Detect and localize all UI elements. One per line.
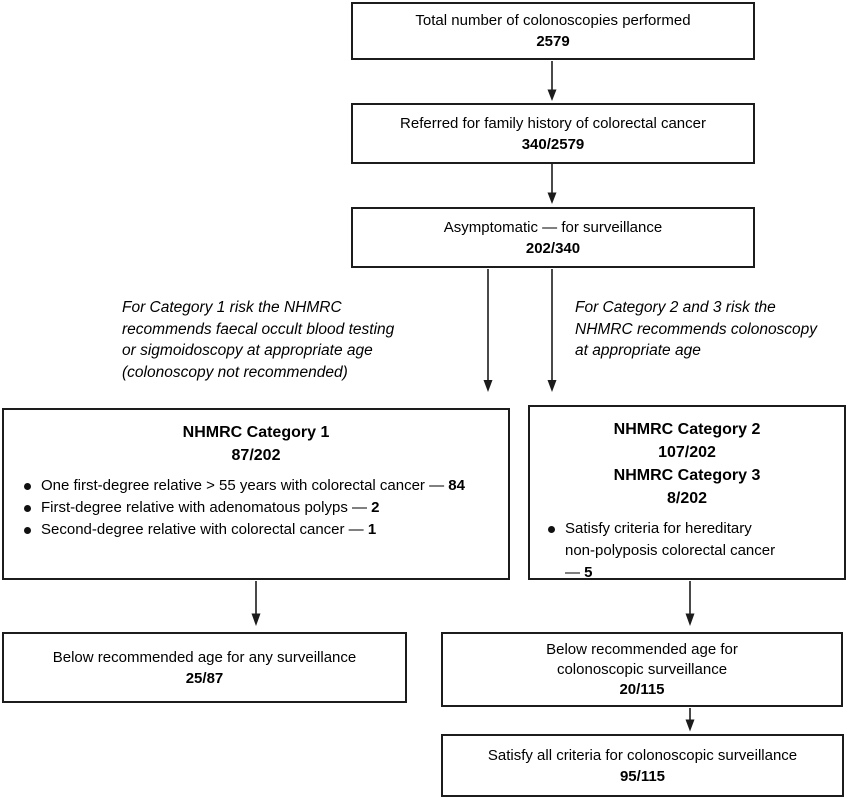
bullet-text: One first-degree relative > 55 years with colorectal cancer — [41,477,449,494]
category2-value: 107/202 [658,444,716,461]
arrow-asymptomatic-to-category1 [484,269,493,392]
box-below-age-any-surveillance [2,632,407,703]
category3-title: NHMRC Category 3 [613,467,761,484]
box-referred-label: Referred for family history of colorectal cancer [400,114,706,132]
category3-value: 8/202 [666,490,708,507]
bullet-item [12,497,500,519]
note-category23-recommendation [575,297,817,362]
box-asymptomatic-label: Asymptomatic — for surveillance [443,218,663,236]
note-line: (colonoscopy not recommended) [122,363,348,381]
satisfy-value: 95/115 [619,767,666,785]
box-below-age-colonoscopic-surveillance [441,632,843,707]
note-line: For Category 1 risk the NHMRC [122,299,342,316]
category23-bullet-list [536,518,838,584]
note-line: at appropriate age [575,342,701,359]
satisfy-label: Satisfy all criteria for colonoscopic surveillance [487,746,798,764]
bullet-item [12,519,500,541]
arrow-asymptomatic-to-category23 [548,269,557,392]
box-nhmrc-category2-3 [528,405,846,580]
box-nhmrc-category1 [2,408,510,580]
bullet-count: 1 [367,521,377,538]
category1-value: 87/202 [231,447,281,464]
box-total-colonoscopies [351,2,755,60]
note-line: NHMRC recommends colonoscopy [575,320,818,338]
arrow-below-colo-to-satisfy [686,708,695,732]
note-line: or sigmoidoscopy at appropriate age [122,342,373,359]
arrow-referred-to-asymptomatic [548,164,557,204]
arrow-category1-to-below-any [252,581,261,626]
box-referred-family-history [351,103,755,164]
bullet-text: First-degree relative with adenomatous polyps — [41,499,372,516]
arrow-category23-to-below-colo [686,581,695,626]
box-asymptomatic-value: 202/340 [525,239,581,257]
box-asymptomatic-surveillance [351,207,755,268]
below-any-label: Below recommended age for any surveillance [52,648,357,666]
category1-bullet-list [12,475,500,541]
category1-title: NHMRC Category 1 [182,424,330,441]
below-any-value: 25/87 [185,669,224,687]
bullet-text: Second-degree relative with colorectal cancer — [41,521,368,538]
box-satisfy-all-criteria [441,734,844,797]
arrow-total-to-referred [548,61,557,101]
below-colo-label: Below recommended age for colonoscopic surveillance [546,640,738,678]
bullet-item [536,518,783,584]
note-line: For Category 2 and 3 risk the [575,299,776,316]
category2-title: NHMRC Category 2 [613,421,761,438]
bullet-count: 5 [584,564,593,581]
bullet-item [12,475,500,497]
bullet-text: Satisfy criteria for hereditary non-polyposis colorectal cancer — [565,520,776,581]
note-category1-recommendation [122,297,394,383]
below-colo-value: 20/115 [619,680,665,698]
box-total-value: 2579 [536,33,570,50]
bullet-count: 2 [371,499,380,516]
bullet-count: 84 [448,477,465,494]
box-referred-value: 340/2579 [521,135,585,153]
note-line: recommends faecal occult blood testing [122,320,395,338]
box-total-label: Total number of colonoscopies performed [415,12,691,29]
